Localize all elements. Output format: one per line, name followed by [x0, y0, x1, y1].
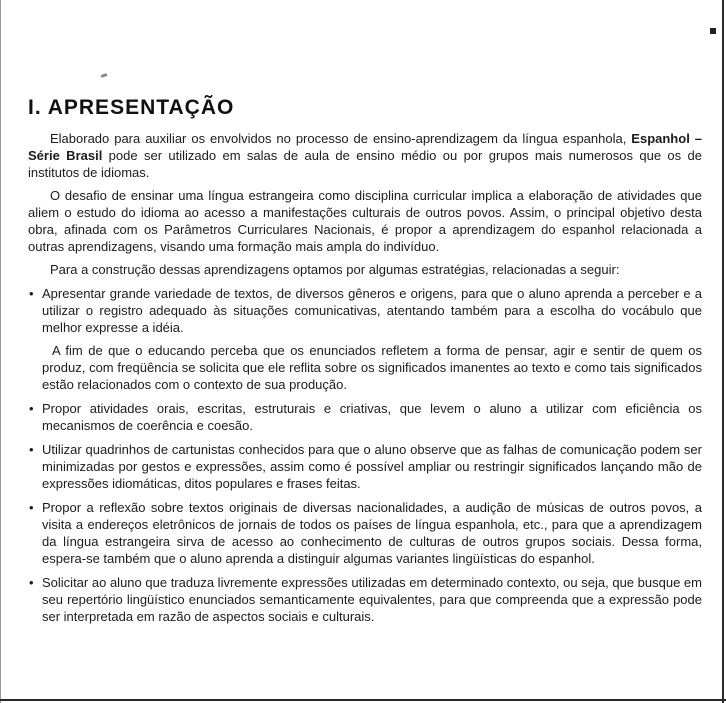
- list-item-subparagraph: A fim de que o educando perceba que os enunciados refletem a forma de pensar, agir e sentir de quem os produz, com freqüência se solicita que ele reflita sobre os significados imanentes ao texto e como tais significados estão relacionados com o contexto de sua produção.: [42, 343, 702, 392]
- intro-paragraph-1: [28, 130, 702, 181]
- list-item-text: Solicitar ao aluno que traduza livremente expressões utilizadas em determinado contexto, ou seja, que busque em seu repertório lingüístico enunciados semanticamente equivalentes, para que compreenda que a expressão pode ser interpretada em razão de aspectos sociais e culturais.: [42, 575, 702, 624]
- intro-p1-tail: pode ser utilizado em salas de aula de ensino médio ou por grupos mais numerosos que os de institutos de idiomas.: [28, 148, 702, 180]
- intro-paragraph-2: O desafio de ensinar uma língua estrangeira como disciplina curricular implica a elaboração de atividades que aliem o estudo do idioma ao acesso a manifestações culturais de outros povos. Assim, o principal objetivo desta obra, afinada com os Parâmetros Curriculares Nacionais, é propor a aprendizagem do espanhol relacionada a outras aprendizagens, visando uma formação mais ampla do indivíduo.: [28, 188, 702, 254]
- bullet-icon: •: [29, 442, 34, 457]
- strategy-list: [28, 285, 702, 625]
- scan-speck: [101, 73, 108, 78]
- bullet-icon: •: [29, 401, 34, 416]
- list-item-text: Apresentar grande variedade de textos, de diversos gêneros e origens, para que o aluno aprenda a perceber e a utilizar o registro adequado às situações comunicativas, atentando também para a escolha do vocábulo que melhor expresse a idéia.: [42, 286, 702, 335]
- list-item: [28, 285, 702, 336]
- document-page: [28, 96, 702, 625]
- intro-p1-text: Elaborado para auxiliar os envolvidos no processo de ensino-aprendizagem da língua espanhola,: [50, 131, 632, 146]
- list-item: [28, 441, 702, 492]
- list-item: [28, 574, 702, 625]
- list-item-text: Propor atividades orais, escritas, estruturais e criativas, que levem o aluno a utilizar com eficiência os mecanismos de coerência e coesão.: [42, 401, 702, 433]
- list-item-text: Utilizar quadrinhos de cartunistas conhecidos para que o aluno observe que as falhas de comunicação podem ser minimizadas por gestos e expressões, assim como é possível ampliar ou restringir significados lançando mão de expressões idiomáticas, ditos populares e frases feitas.: [42, 442, 702, 491]
- section-title: I. APRESENTAÇÃO: [28, 96, 235, 119]
- scan-corner-mark: [710, 28, 716, 34]
- scan-edge-right: [722, 0, 724, 703]
- list-item-text: Propor a reflexão sobre textos originais de diversas nacionalidades, a audição de músicas de outros povos, a visita a endereços eletrônicos de jornais de todos os países de língua espanhola, etc., para que a aprendizagem da língua estrangeira sirva de acesso ao conhecimento de culturas de outros grupos sociais. Dessa forma, espera-se também que o aluno aprenda a distinguir algumas variantes lingüísticas do espanhol.: [42, 500, 702, 566]
- bullet-icon: •: [29, 575, 34, 590]
- list-item: [28, 499, 702, 567]
- scan-edge-bottom: [0, 699, 726, 701]
- scan-edge-left: [0, 0, 1, 703]
- intro-paragraph-3: Para a construção dessas aprendizagens optamos por algumas estratégias, relacionadas a seguir:: [50, 262, 620, 277]
- list-item: [28, 400, 702, 434]
- bullet-icon: •: [29, 286, 34, 301]
- bullet-icon: •: [29, 500, 34, 515]
- intro-p1-bold: Espanhol – Série Brasil: [28, 131, 702, 163]
